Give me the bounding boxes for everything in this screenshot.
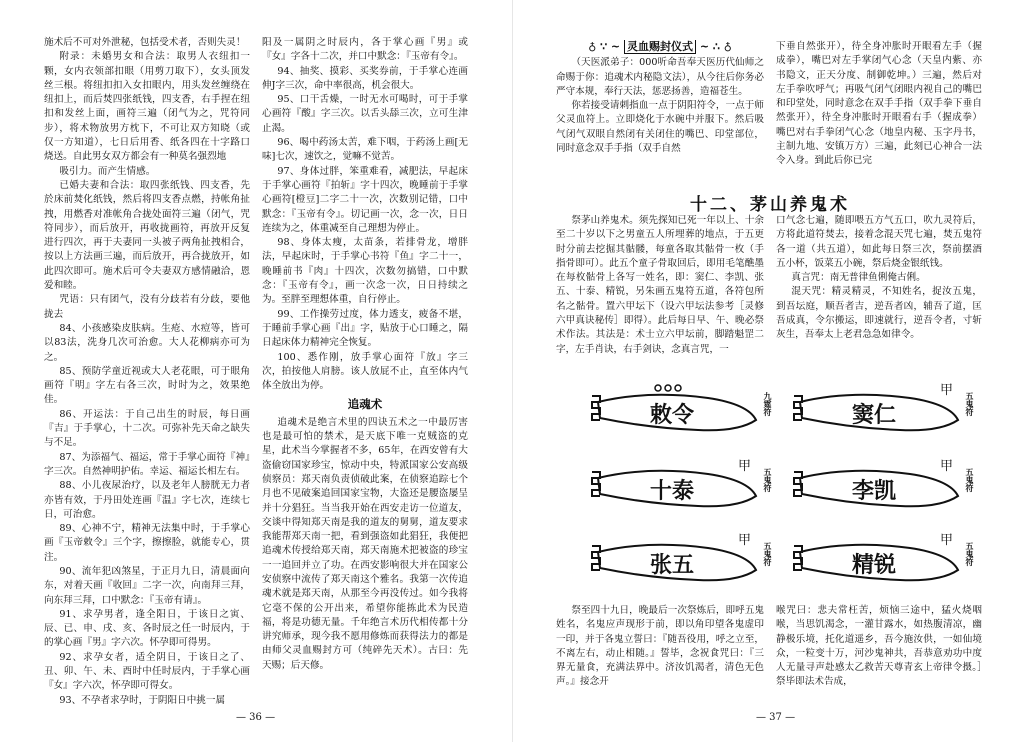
left-col2-after-paragraphs — [262, 416, 468, 673]
ritual-title-deco-left: ♁ ∵ ~ — [588, 40, 621, 53]
right-page-column-2-top — [776, 40, 982, 169]
talisman-corner-char: 甲 — [738, 533, 752, 548]
talisman-label: 五鬼符 — [763, 542, 773, 566]
talisman-characters: 李凯 — [852, 478, 897, 504]
talisman-dot — [655, 385, 661, 391]
talisman-label: 五鬼符 — [763, 468, 773, 492]
right-page-number: — 37 — — [756, 712, 796, 723]
right-col1-mid-paragraphs — [556, 214, 764, 357]
right-col2-mid-paragraphs — [776, 214, 982, 343]
chapter-title: 十二、茅山养鬼术 — [690, 195, 850, 215]
talisman-6 — [794, 533, 975, 580]
paragraph: （天医派弟子：000听命吾奉天医历代仙师之命赐于你：追魂术内秘隐文法），从今往后你务必严守本规，奉行天法，惩恶扬善，造福苍生。 — [556, 57, 764, 97]
paragraph: 已婚夫妻和合法：取四张纸钱、四支香，先於床前焚化纸钱，然后将四支香点燃，持帐角扯拽，用燃香对准帐角合拢处面符三遍（闭气，咒符同步），而后放开，再收拢画符，再放开反复进行四次，再于夫妻同一头被子两角扯拽相合，按以上方法画三遍，而后放开，再合拢放开，如此四次即可。施术后可令夫妻双方感情融洽，恩爱和睦。 — [44, 179, 250, 292]
paragraph: 祭至四十九日，晚最后一次祭炼后，即呼五鬼姓名，名鬼应声现形于前，即以角印望各鬼虚印一印，并于各鬼立誓曰：『随吾役用，呼之立至，不离左右，动止相随。』誓毕，念祝食咒曰：『三界无量食，充满法界中。济汝饥渴者，清色无色声。』接念开 — [556, 605, 764, 688]
paragraph: 口气念七遍，随即喂五方气五口，吹九灵符后，方将此道符焚去，接着念混天咒七遍，焚五鬼符各一道（共五道），如此每日祭三次，祭前摆酒五小杯，饭菜五小碗，祭后烧金银纸钱。 — [776, 215, 982, 269]
paragraph: 87、为添福气、福运，常于手掌心面符『神』字三次。自然神明护佑。幸运、福运长相左右。 — [44, 451, 250, 477]
left-col1-paragraphs — [44, 36, 250, 708]
right-page-column-2-bottom — [776, 604, 982, 708]
paragraph: 84、小孩感染皮肤病。生疮、水痘等，皆可以83法，洗身几次可治愈。大人花柳病亦可为之。 — [44, 322, 250, 363]
talisman-characters: 十泰 — [650, 478, 695, 504]
paragraph: 91、求孕男者，逢全阳日，于该日之寅、辰、已、申、戌、亥、各时辰之任一时辰内，于的掌心画『男』字六次。怀孕即可得男。 — [44, 608, 250, 649]
talisman-label: 五鬼符 — [965, 468, 975, 492]
talisman-1 — [592, 385, 773, 430]
talisman-corner-char: 甲 — [940, 533, 954, 548]
paragraph: 吸引力。而产生情感。 — [59, 165, 156, 177]
paragraph: 89、心神不宁，精神无法集中时，于手掌心画『玉帝敕令』三个字，擦擦脸，就能专心，贯注。 — [44, 523, 250, 563]
talisman-characters: 敕令 — [650, 402, 695, 428]
paragraph: 阳及一属阴之时辰内，各于掌心画『男』或『女』字各十二次，并口中默念：『玉帝有令』。 — [262, 37, 468, 63]
talisman-5 — [592, 533, 773, 580]
right-page-column-1-bottom — [556, 604, 764, 708]
zhuihun-heading: 追魂术 — [347, 397, 383, 412]
talisman-label: 五鬼符 — [965, 542, 975, 566]
ritual-title — [556, 40, 764, 54]
paragraph: 真言咒：南无普律鱼俐俺古俐。 — [791, 272, 926, 284]
ritual-title-deco-right: ~ ∴ ♁ — [699, 40, 732, 53]
talisman-characters: 窦仁 — [852, 402, 897, 428]
paragraph: 追魂术是绝言术里的四诀五术之一中最厉害也是最可怕的禁术，是天底下唯一克贼盗的克星，此术当今掌握者不多，65年，在西安曾有大盗偷窃国家珍宝，惊动中央，特派国家公安高级侦察员：郑天南负责侦破此案，在侦察追踪七个月也不见破案追回国家宝物，大盗还是腰盗屡呈并十分猖狂。当当我开始在西安走访一位道友，交谈中得知郑天南是我的道友的舅舅，道友要求我能帮郑天南一把，看到强盗如此猖狂，我便把追魂术传授给郑天南，郑天南施术把被盗的珍宝一一追回并立了功。在西安影响很大并在国家公安侦察中流传了郑天南这个雅名。我第一次传追魂术就是郑天南，从那至今再没传过。如今我将它毫不保的公开出来，希望你能拣此术为民造福，将是功德无量。千年绝言术历代相传都十分讲究师承，现今我不愿用修炼而获得法力的都是由师父灵血赐封方可（纯碎先天术）。古曰：先天赐；后天修。 — [262, 416, 468, 671]
talisman-corner-char: 甲 — [940, 383, 954, 398]
paragraph: 祭茅山养鬼术。须先探知已死一年以上、十余至二十岁以下之男童五人所埋葬的地点，于五更时分前去挖掘其骷髅，每童各取其骷骨一枚（手指骨即可）。此五个童子骨取回后，即用毛笔醮墨在每枚骷骨上各写一姓名，即：窦仁、李凯、张五、十泰、精锐，另朱画五鬼符五道，各符包所名之骷骨。置六甲坛下（设六甲坛法参考［灵修六甲真诀秘传］即得）。此后每日早、午、晚必祭术作法。其法是：术士立六甲坛前，脚踏魁罡二字，左手肖诀，右手剑诀，念真言咒，一 — [556, 215, 764, 355]
talisman-corner-char: 甲 — [738, 459, 752, 474]
talisman-3 — [592, 459, 773, 506]
right-page-column-1-mid — [556, 214, 764, 364]
right-col1-top-paragraphs — [556, 56, 764, 156]
paragraph: 99、工作操劳过度，体力透支，疲备不堪，于睡前手掌心画『出』字，贴放于心口睡之，隔日起床体力精神完全恢复。 — [262, 308, 468, 349]
right-col1-bottom-paragraphs — [556, 604, 764, 690]
talisman-label: 五鬼符 — [965, 392, 975, 416]
left-page-column-2 — [262, 36, 468, 673]
ritual-title-text: 灵血赐封仪式 — [624, 40, 696, 54]
paragraph: 92、求孕女者，适全阴日，于该日之了、丑、卯、午、未、酉时中任时辰内，于手掌心画『女』字六次，怀孕即可得女。 — [44, 651, 250, 692]
talisman-4 — [794, 459, 975, 506]
right-page-column-2-mid — [776, 214, 982, 364]
left-col2-paragraphs — [262, 36, 468, 393]
talisman-characters: 张五 — [650, 552, 695, 578]
talisman-2 — [794, 383, 975, 430]
paragraph: 混天咒：精灵精灵，不知姓名，捉汝五鬼，到吾坛庭，顺吾者吉，逆吾者凶，辅吾了道，匡吾成真，令尔搬运，即速就行，逆吾令者，寸斩灰生，吾奉太上老君急急如律令。 — [776, 286, 982, 341]
paragraph: 93、不孕者求孕时，于阴阳日中挑一属 — [59, 694, 226, 706]
paragraph: 你若接受请刺指血一点于阴阳符令，一点于师父灵血符上。立即烧化于水碗中并服下。然后吸气闭气双眼自然闭有关闭住的嘴巴、印堂部位，同时意念双手手指（双手自然 — [556, 100, 764, 155]
right-col2-top-paragraphs — [776, 40, 982, 169]
talisman-illustration — [580, 368, 980, 596]
talisman-characters: 精锐 — [852, 552, 897, 578]
paragraph: 98、身体太瘦，太苗条，若排骨龙，增胖法，早起床时，于手掌心书符『鱼』字二十一，晚睡前书『肉』十四次，次数勿搞错，口中默念：『玉帝有令』，画一次念一次，日日持续之为。至胖至理想体重，自行停止。 — [262, 237, 468, 306]
talismans-svg — [580, 368, 980, 596]
paragraph: 94、抽奖、摸彩、买奖券前，于手掌心连画伸J字三次，命中率很高，机会很大。 — [262, 65, 468, 91]
paragraph: 90、流年犯凶煞星，于正月九日，清晨面向东，对着天画『收回』二字一次，向南拜三拜，向东拜三拜，口中默念：『玉帝有请』。 — [44, 565, 250, 606]
paragraph: 97、身体过胖，笨重难看，减肥法，早起床于手掌心画符『拍斩』字十四次，晚睡前于手掌心画符[橙豆]二字二十一次，次数别记错，口中默念：『玉帝有令』。切记画一次，念一次，日日连续为之，体重减至自己理想为停止。 — [262, 165, 468, 234]
left-page-column-1 — [44, 36, 250, 708]
right-col2-bottom-paragraphs — [776, 604, 982, 690]
talisman-dot — [675, 385, 681, 391]
paragraph: 96、喝中药汤太苦，难下咽，于药汤上画[无味]七次，速饮之，觉嘛不觉苦。 — [262, 137, 468, 163]
paragraph: 86、开运法：于自己出生的时辰，每日画『吉』于手掌心，十二次。可弥补先天命之缺失与不足。 — [44, 408, 250, 449]
paragraph: 88、小儿夜尿治疗，以及老年人膀胱无力者亦皆有效，于丹田处连画『温』字七次，连续七日，可治愈。 — [44, 480, 250, 520]
talisman-label: 九霆符 — [763, 392, 773, 416]
talisman-corner-char: 甲 — [940, 459, 954, 474]
talisman-dot — [665, 385, 671, 391]
gutter — [512, 0, 513, 742]
paragraph: 100、悉作刚，放手掌心面符『放』字三次，拍按他人肩膀。该人放屁不止，直至体内气体全放出为停。 — [262, 351, 468, 392]
paragraph: 咒语：只有团气，没有分歧若有分歧，要他拢去 — [44, 294, 250, 320]
paragraph: 85、预防学童近视或大人老花眼，可于眼角画符『明』字左右各三次，时时为之，效果绝佳。 — [44, 365, 250, 406]
paragraph: 下垂自然张开），待全身冲胀时开眼看左手（握成拳），嘴巴对左手掌闭气心念（天皇内紫、亦书隐文，正天分度、制御乾坤。）三遍，然后对左手拳吹呼气；再吸气闭气闭眼内视自己的嘴巴和印堂处，同时意念在双手手指（双手拳下垂自然张开），待全身冲胀时开眼看右手（握成拳）嘴巴对右手拳闭气心念（地皇内秘、玉字丹书，主制九地、安镇万方）三遍，此刻已心神合一法令入身。到此后你已完 — [776, 41, 982, 167]
paragraph: 喉咒曰：悲夫常枉苦，烦恼三途中，猛火烧咽喉，当思饥渴念，一灌甘露水，如热腹清凉，幽静极乐境，托化道遥乡，吾今施汝供，一如仙境众，一粒变十万，河沙鬼神共，吾恭意劝功中度人无量寻声赴感太乙救苦天尊青玄上帝律令摄。］祭毕即法术告成， — [776, 605, 982, 688]
paragraph: 附录：未婚男女和合法：取男人衣纽扣一颗，女内衣领部扣眼（用剪刀取下），女头顶发丝三根。将纽扣扣入女扣眼内，用头发丝缠绕在纽扣上，而后焚四张纸钱，四支香，右手捏在纽扣和发丝上面，画符三遍（闭气为之，咒符同步），将术物放男方枕下，不可让双方知晓（或仅一方知道），七日后用香、纸各四在十字路口烧送。自此男女双方都会有一种莫名强烈地 — [44, 51, 250, 163]
left-page-number: — 36 — — [236, 712, 276, 723]
right-page-column-1-top — [556, 40, 764, 156]
paragraph: 95、口干舌燥，一时无水可喝时，可于手掌心画符『酸』字三次。以舌头舔三次，立可生津止渴。 — [262, 94, 468, 134]
paragraph: 施术后不可对外泄秘，包括受术者，否则失灵！ — [44, 37, 246, 48]
